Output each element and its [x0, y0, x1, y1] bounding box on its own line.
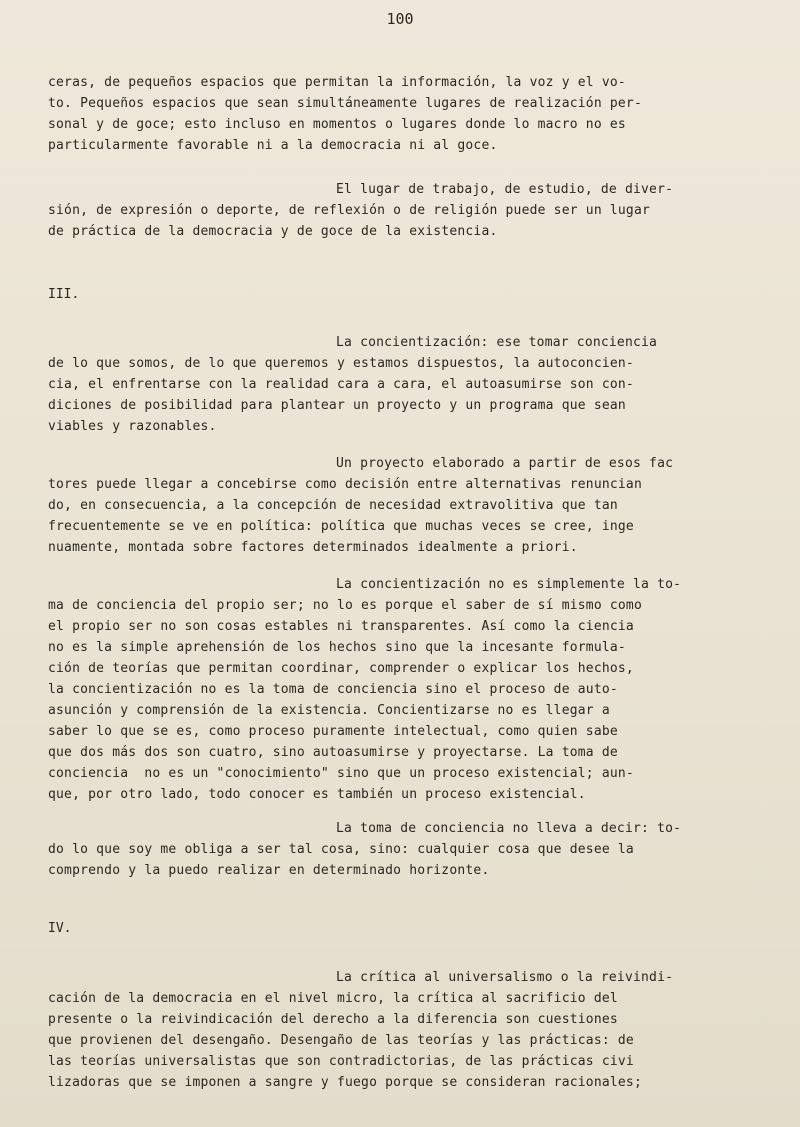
text-line: la concientización no es la toma de conciencia sino el proceso de auto- — [48, 682, 618, 697]
text-line: que provienen del desengaño. Desengaño de las teorías y las prácticas: de — [48, 1033, 634, 1048]
paragraph-2 — [48, 179, 760, 242]
text-line: presente o la reivindicación del derecho a la diferencia son cuestiones — [48, 1012, 618, 1027]
text-line: frecuentemente se ve en política: política que muchas veces se cree, inge — [48, 519, 634, 534]
paragraph-3 — [48, 332, 760, 437]
text-line: viables y razonables. — [48, 419, 217, 434]
text-line: La crítica al universalismo o la reivindi- — [336, 970, 674, 985]
text-line: do, en consecuencia, a la concepción de necesidad extravolitiva que tan — [48, 498, 618, 513]
text-line: tores puede llegar a concebirse como decisión entre alternativas renuncian — [48, 477, 642, 492]
paragraph-4 — [48, 453, 760, 558]
text-line: El lugar de trabajo, de estudio, de diver- — [336, 182, 674, 197]
text-line: particularmente favorable ni a la democracia ni al goce. — [48, 138, 498, 153]
text-line: ceras, de pequeños espacios que permitan la información, la voz y el vo- — [48, 75, 626, 90]
text-line: de lo que somos, de lo que queremos y estamos dispuestos, la autoconcien- — [48, 356, 634, 371]
text-line: sonal y de goce; esto incluso en momentos o lugares donde lo macro no es — [48, 117, 626, 132]
paragraph-5 — [48, 574, 760, 805]
text-line: comprendo y la puedo realizar en determinado horizonte. — [48, 863, 490, 878]
text-line: de práctica de la democracia y de goce de la existencia. — [48, 224, 498, 239]
text-line: asunción y comprensión de la existencia. Concientizarse no es llegar a — [48, 703, 610, 718]
text-line: lizadoras que se imponen a sangre y fuego porque se consideran racionales; — [48, 1075, 642, 1090]
text-line: ción de teorías que permitan coordinar, comprender o explicar los hechos, — [48, 661, 634, 676]
text-line: to. Pequeños espacios que sean simultáneamente lugares de realización per- — [48, 96, 642, 111]
section-marker-iv: IV. — [48, 921, 72, 936]
text-line: La concientización no es simplemente la to- — [336, 577, 682, 592]
section-marker-iii: III. — [48, 287, 80, 302]
text-line: do lo que soy me obliga a ser tal cosa, sino: cualquier cosa que desee la — [48, 842, 634, 857]
text-line: Un proyecto elaborado a partir de esos fac — [336, 456, 674, 471]
text-line: que, por otro lado, todo conocer es también un proceso existencial. — [48, 787, 586, 802]
paragraph-7 — [48, 967, 760, 1093]
page-number: 100 — [386, 10, 414, 28]
text-line: cia, el enfrentarse con la realidad cara a cara, el autoasumirse son con- — [48, 377, 634, 392]
text-line: ma de conciencia del propio ser; no lo es porque el saber de sí mismo como — [48, 598, 642, 613]
paragraph-1 — [48, 72, 760, 156]
text-line: La concientización: ese tomar conciencia — [336, 335, 658, 350]
text-line: el propio ser no son cosas estables ni transparentes. Así como la ciencia — [48, 619, 634, 634]
paragraph-6 — [48, 818, 760, 881]
text-line: las teorías universalistas que son contradictorias, de las prácticas civi — [48, 1054, 634, 1069]
text-line: nuamente, montada sobre factores determinados idealmente a priori. — [48, 540, 578, 555]
text-line: no es la simple aprehensión de los hechos sino que la incesante formula- — [48, 640, 626, 655]
text-line: cación de la democracia en el nivel micro, la crítica al sacrificio del — [48, 991, 618, 1006]
text-line: saber lo que se es, como proceso puramente intelectual, como quien sabe — [48, 724, 618, 739]
text-line: que dos más dos son cuatro, sino autoasumirse y proyectarse. La toma de — [48, 745, 618, 760]
text-line: sión, de expresión o deporte, de reflexión o de religión puede ser un lugar — [48, 203, 650, 218]
text-line: diciones de posibilidad para plantear un proyecto y un programa que sean — [48, 398, 626, 413]
text-line: La toma de conciencia no lleva a decir: to- — [336, 821, 682, 836]
text-line: conciencia no es un "conocimiento" sino que un proceso existencial; aun- — [48, 766, 634, 781]
